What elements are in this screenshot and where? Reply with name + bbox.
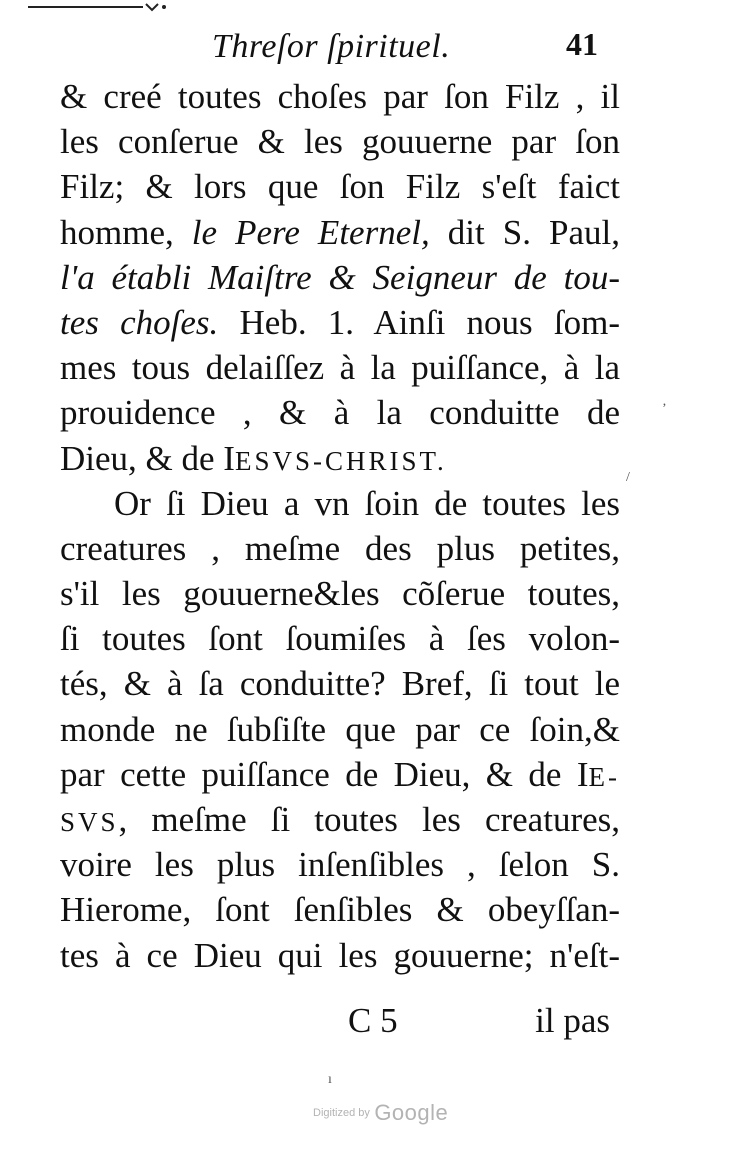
signature-mark: C 5 [348,1001,398,1040]
text-line: les conſerue & les gouuerne par ſon [60,122,620,162]
page-number: 41 [566,26,598,62]
text-line: creatures , meſme des plus petites, [60,528,620,568]
small-caps-name: ESVS-CHRIST. [234,445,447,476]
small-caps-name: SVS [60,807,119,837]
text-line: mes tous delaiſſez à la puiſſance, à la [60,348,620,388]
running-title: Threſor ſpirituel. [212,28,451,65]
text-line: Filz; & lors que ſon Filz s'eſt faict [60,167,620,207]
text-line: & creé toutes choſes par ſon Filz , il [60,77,620,116]
small-caps-name: E- [588,761,620,792]
catchword: il pas [535,1001,610,1040]
top-edge-ornament [28,0,168,14]
text-line: tes choſes. Heb. 1. Ainſi nous ſom- [60,302,620,342]
text-line: s'il les gouuerne&les cõſerue toutes, [60,574,620,614]
ink-speck: ı [328,1072,332,1087]
text-line: tes à ce Dieu qui les gouuerne; n'eſt- [60,935,620,975]
watermark-prefix: Digitized by [313,1107,370,1119]
text-line: voire les plus inſenſibles , ſelon S. [60,845,620,885]
text-line: SVS, meſme ſi toutes les creatures, [60,800,620,839]
text-line: prouidence , & à la conduitte de [60,393,620,433]
text-line: tés, & à ſa conduitte? Bref, ſi tout le [60,664,620,704]
text-line: monde ne ſubſiſte que par ce ſoin,& [60,709,620,749]
body-text [60,74,620,978]
text-line: homme, le Pere Eternel, dit S. Paul, [60,212,621,252]
ink-speck: ‚ [662,394,667,409]
italic-phrase: tes choſes. [60,302,219,342]
google-logo: Google [374,1100,449,1125]
italic-phrase: le Pere Eternel, [191,212,430,252]
text-line-italic: l'a établi Maiſtre & Seigneur de tou- [60,257,620,297]
ink-speck: / [626,470,630,485]
text-line: ſi toutes ſont ſoumiſes à ſes volon- [60,619,620,659]
text-line: par cette puiſſance de Dieu, & de IE- [60,754,620,794]
text-line: Hierome, ſont ſenſibles & obeyſſan- [60,890,620,930]
paragraph-start-line: Or ſi Dieu a vn ſoin de toutes les [114,483,620,523]
text-line: Dieu, & de IESVS-CHRIST. [60,438,447,478]
digitization-watermark [313,1100,448,1126]
